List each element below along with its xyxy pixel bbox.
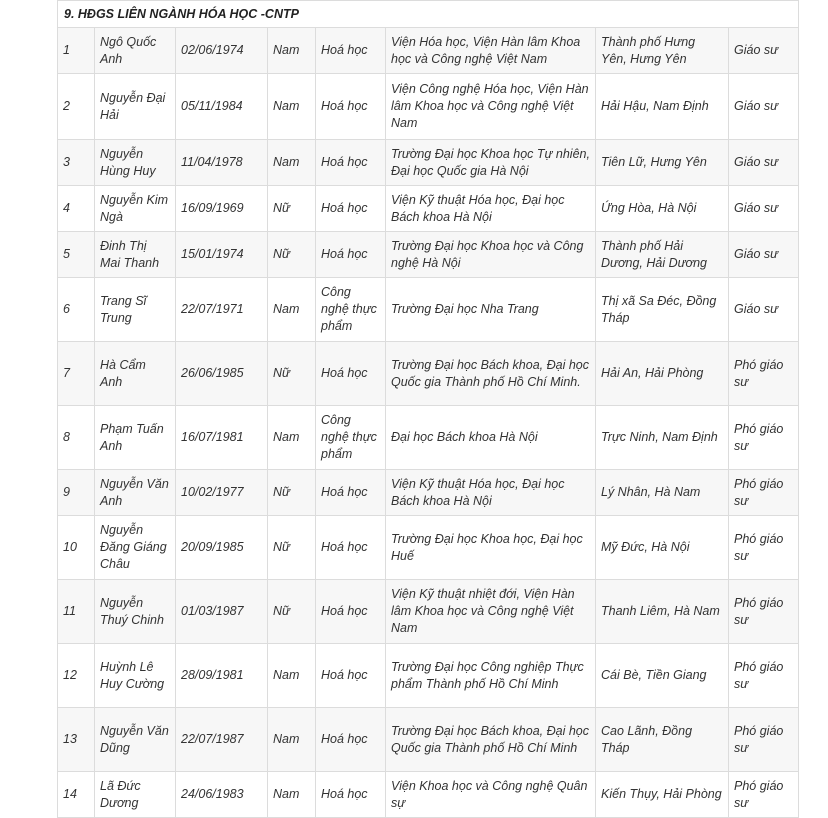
- table-row: [58, 74, 799, 140]
- candidate-name-cell: Nguyễn Kim Ngà: [95, 186, 176, 232]
- birth-date-cell: 22/07/1971: [176, 278, 268, 342]
- table-row: [58, 278, 799, 342]
- hometown-cell: Cái Bè, Tiền Giang: [596, 644, 729, 708]
- academic-title-cell: Giáo sư: [729, 186, 799, 232]
- hometown-cell: Ứng Hòa, Hà Nội: [596, 186, 729, 232]
- birth-date-cell: 10/02/1977: [176, 470, 268, 516]
- field-cell: Hoá học: [316, 644, 386, 708]
- candidate-name-cell: Huỳnh Lê Huy Cường: [95, 644, 176, 708]
- table-row: [58, 708, 799, 772]
- organization-cell: Trường Đại học Khoa học, Đại học Huế: [386, 516, 596, 580]
- candidate-name-cell: Lã Đức Dương: [95, 772, 176, 818]
- gender-cell: Nữ: [268, 342, 316, 406]
- academic-title-cell: Phó giáo sư: [729, 342, 799, 406]
- organization-cell: Trường Đại học Công nghiệp Thực phẩm Thành phố Hồ Chí Minh: [386, 644, 596, 708]
- field-cell: Hoá học: [316, 186, 386, 232]
- birth-date-cell: 02/06/1974: [176, 28, 268, 74]
- field-cell: Hoá học: [316, 232, 386, 278]
- gender-cell: Nam: [268, 406, 316, 470]
- hometown-cell: Thị xã Sa Đéc, Đồng Tháp: [596, 278, 729, 342]
- table-row: [58, 580, 799, 644]
- organization-cell: Viện Kỹ thuật Hóa học, Đại học Bách khoa Hà Nội: [386, 470, 596, 516]
- gender-cell: Nam: [268, 644, 316, 708]
- row-number-cell: 9: [58, 470, 95, 516]
- gender-cell: Nam: [268, 74, 316, 140]
- gender-cell: Nam: [268, 708, 316, 772]
- field-cell: Hoá học: [316, 470, 386, 516]
- academic-title-cell: Phó giáo sư: [729, 708, 799, 772]
- row-number-cell: 8: [58, 406, 95, 470]
- organization-cell: Trường Đại học Bách khoa, Đại học Quốc gia Thành phố Hồ Chí Minh.: [386, 342, 596, 406]
- organization-cell: Viện Hóa học, Viện Hàn lâm Khoa học và Công nghệ Việt Nam: [386, 28, 596, 74]
- hometown-cell: Tiên Lữ, Hưng Yên: [596, 140, 729, 186]
- academic-title-cell: Phó giáo sư: [729, 470, 799, 516]
- table-row: [58, 186, 799, 232]
- table-row: [58, 516, 799, 580]
- table-row: [58, 406, 799, 470]
- candidate-name-cell: Ngô Quốc Anh: [95, 28, 176, 74]
- row-number-cell: 11: [58, 580, 95, 644]
- birth-date-cell: 24/06/1983: [176, 772, 268, 818]
- organization-cell: Trường Đại học Nha Trang: [386, 278, 596, 342]
- academic-title-cell: Giáo sư: [729, 74, 799, 140]
- field-cell: Công nghệ thực phẩm: [316, 406, 386, 470]
- birth-date-cell: 16/09/1969: [176, 186, 268, 232]
- table-row: [58, 772, 799, 818]
- birth-date-cell: 28/09/1981: [176, 644, 268, 708]
- academic-title-cell: Giáo sư: [729, 28, 799, 74]
- table-row: [58, 232, 799, 278]
- academic-title-cell: Phó giáo sư: [729, 406, 799, 470]
- birth-date-cell: 22/07/1987: [176, 708, 268, 772]
- birth-date-cell: 01/03/1987: [176, 580, 268, 644]
- academic-title-cell: Giáo sư: [729, 232, 799, 278]
- table-row: [58, 140, 799, 186]
- hometown-cell: Kiến Thụy, Hải Phòng: [596, 772, 729, 818]
- row-number-cell: 3: [58, 140, 95, 186]
- candidate-name-cell: Hà Cẩm Anh: [95, 342, 176, 406]
- field-cell: Hoá học: [316, 342, 386, 406]
- gender-cell: Nữ: [268, 516, 316, 580]
- table-row: [58, 470, 799, 516]
- row-number-cell: 5: [58, 232, 95, 278]
- organization-cell: Viện Khoa học và Công nghệ Quân sự: [386, 772, 596, 818]
- gender-cell: Nam: [268, 140, 316, 186]
- birth-date-cell: 26/06/1985: [176, 342, 268, 406]
- organization-cell: Trường Đại học Khoa học Tự nhiên, Đại học Quốc gia Hà Nội: [386, 140, 596, 186]
- academic-title-cell: Giáo sư: [729, 140, 799, 186]
- birth-date-cell: 05/11/1984: [176, 74, 268, 140]
- academic-title-cell: Phó giáo sư: [729, 516, 799, 580]
- field-cell: Hoá học: [316, 708, 386, 772]
- table-row: [58, 342, 799, 406]
- academic-title-cell: Phó giáo sư: [729, 772, 799, 818]
- row-number-cell: 12: [58, 644, 95, 708]
- table-row: [58, 28, 799, 74]
- field-cell: Hoá học: [316, 516, 386, 580]
- candidate-name-cell: Nguyễn Thuý Chinh: [95, 580, 176, 644]
- organization-cell: Viện Kỹ thuật nhiệt đới, Viện Hàn lâm Khoa học và Công nghệ Việt Nam: [386, 580, 596, 644]
- hometown-cell: Trực Ninh, Nam Định: [596, 406, 729, 470]
- hometown-cell: Hải An, Hải Phòng: [596, 342, 729, 406]
- candidate-name-cell: Nguyễn Hùng Huy: [95, 140, 176, 186]
- candidate-name-cell: Đinh Thị Mai Thanh: [95, 232, 176, 278]
- academic-title-cell: Giáo sư: [729, 278, 799, 342]
- table-row: [58, 644, 799, 708]
- gender-cell: Nữ: [268, 470, 316, 516]
- hometown-cell: Hải Hậu, Nam Định: [596, 74, 729, 140]
- row-number-cell: 4: [58, 186, 95, 232]
- gender-cell: Nữ: [268, 232, 316, 278]
- birth-date-cell: 11/04/1978: [176, 140, 268, 186]
- gender-cell: Nữ: [268, 580, 316, 644]
- organization-cell: Viện Kỹ thuật Hóa học, Đại học Bách khoa Hà Nội: [386, 186, 596, 232]
- row-number-cell: 14: [58, 772, 95, 818]
- field-cell: Hoá học: [316, 580, 386, 644]
- gender-cell: Nam: [268, 772, 316, 818]
- candidate-table: [57, 0, 799, 818]
- academic-title-cell: Phó giáo sư: [729, 580, 799, 644]
- hometown-cell: Lý Nhân, Hà Nam: [596, 470, 729, 516]
- candidate-name-cell: Phạm Tuấn Anh: [95, 406, 176, 470]
- candidate-table-container: [57, 0, 798, 818]
- row-number-cell: 7: [58, 342, 95, 406]
- academic-title-cell: Phó giáo sư: [729, 644, 799, 708]
- organization-cell: Trường Đại học Bách khoa, Đại học Quốc gia Thành phố Hồ Chí Minh: [386, 708, 596, 772]
- candidate-name-cell: Nguyễn Văn Dũng: [95, 708, 176, 772]
- gender-cell: Nữ: [268, 186, 316, 232]
- row-number-cell: 2: [58, 74, 95, 140]
- field-cell: Hoá học: [316, 74, 386, 140]
- row-number-cell: 13: [58, 708, 95, 772]
- candidate-name-cell: Nguyễn Văn Anh: [95, 470, 176, 516]
- section-title-row: [58, 1, 799, 28]
- row-number-cell: 6: [58, 278, 95, 342]
- field-cell: Hoá học: [316, 772, 386, 818]
- gender-cell: Nam: [268, 28, 316, 74]
- hometown-cell: Cao Lãnh, Đồng Tháp: [596, 708, 729, 772]
- field-cell: Hoá học: [316, 28, 386, 74]
- row-number-cell: 10: [58, 516, 95, 580]
- organization-cell: Trường Đại học Khoa học và Công nghệ Hà Nội: [386, 232, 596, 278]
- field-cell: Công nghệ thực phẩm: [316, 278, 386, 342]
- gender-cell: Nam: [268, 278, 316, 342]
- hometown-cell: Thanh Liêm, Hà Nam: [596, 580, 729, 644]
- hometown-cell: Thành phố Hải Dương, Hải Dương: [596, 232, 729, 278]
- candidate-name-cell: Trang Sĩ Trung: [95, 278, 176, 342]
- section-title: 9. HĐGS LIÊN NGÀNH HÓA HỌC -CNTP: [58, 1, 799, 28]
- field-cell: Hoá học: [316, 140, 386, 186]
- organization-cell: Đại học Bách khoa Hà Nội: [386, 406, 596, 470]
- hometown-cell: Mỹ Đức, Hà Nội: [596, 516, 729, 580]
- organization-cell: Viện Công nghệ Hóa học, Viện Hàn lâm Khoa học và Công nghệ Việt Nam: [386, 74, 596, 140]
- row-number-cell: 1: [58, 28, 95, 74]
- birth-date-cell: 20/09/1985: [176, 516, 268, 580]
- candidate-name-cell: Nguyễn Đăng Giáng Châu: [95, 516, 176, 580]
- hometown-cell: Thành phố Hưng Yên, Hưng Yên: [596, 28, 729, 74]
- birth-date-cell: 16/07/1981: [176, 406, 268, 470]
- birth-date-cell: 15/01/1974: [176, 232, 268, 278]
- candidate-name-cell: Nguyễn Đại Hải: [95, 74, 176, 140]
